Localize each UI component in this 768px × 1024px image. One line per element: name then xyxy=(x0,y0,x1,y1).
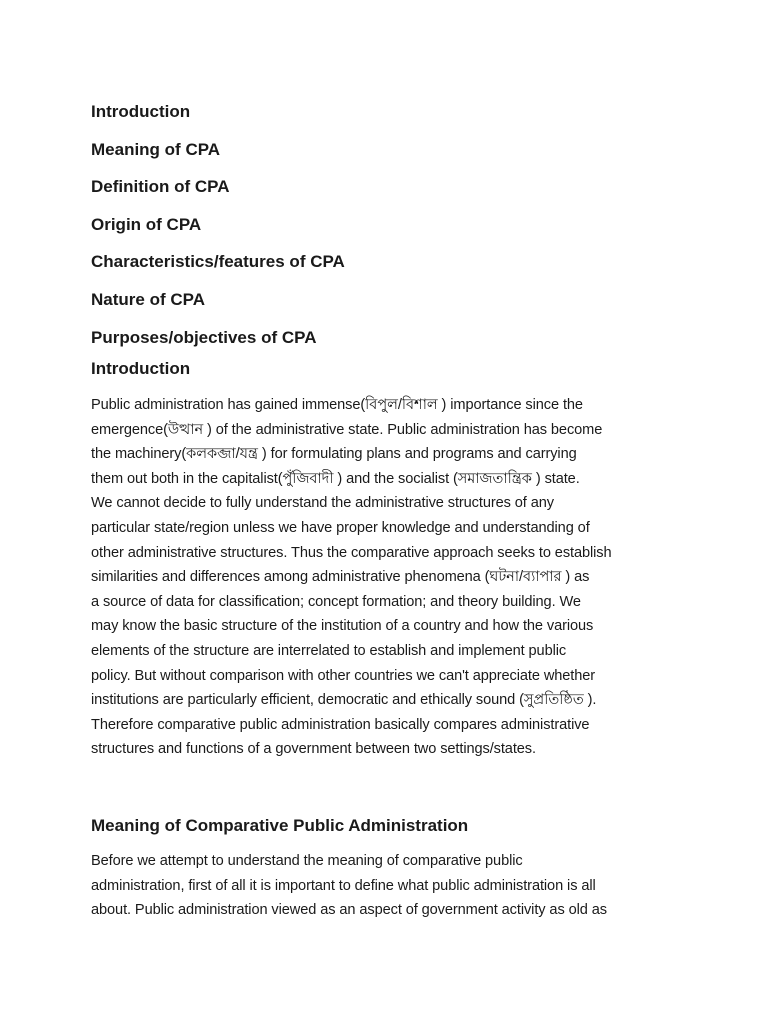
topic-item: Nature of CPA xyxy=(91,289,205,309)
text-line: them out both in the capitalist(পুঁজিবাদী ) and the socialist (সমাজতান্ত্রিক ) state. xyxy=(91,470,580,487)
introduction-paragraph xyxy=(91,393,691,762)
meaning-section-heading: Meaning of Comparative Public Administration xyxy=(91,816,469,835)
text-line: Therefore comparative public administration basically compares administrative xyxy=(91,716,590,733)
text-line: policy. But without comparison with other countries we can't appreciate whether xyxy=(91,667,596,684)
text-line: structures and functions of a government between two settings/states. xyxy=(91,741,536,758)
text-line: emergence(উত্থান ) of the administrative state. Public administration has become xyxy=(91,421,603,438)
text-line: a source of data for classification; concept formation; and theory building. We xyxy=(91,593,581,610)
text-line: about. Public administration viewed as an aspect of government activity as old as xyxy=(91,902,607,919)
topic-list xyxy=(91,93,345,356)
text-line: We cannot decide to fully understand the administrative structures of any xyxy=(91,495,554,512)
topic-item: Definition of CPA xyxy=(91,177,230,197)
topic-item: Introduction xyxy=(91,102,191,121)
text-line: similarities and differences among administrative phenomena (ঘটনা/ব্যাপার ) as xyxy=(91,569,590,586)
text-line: other administrative structures. Thus the comparative approach seeks to establish xyxy=(91,544,612,561)
text-line: Public administration has gained immense(বিপুল/বিশাল ) importance since the xyxy=(91,397,583,413)
text-line: institutions are particularly efficient, democratic and ethically sound (সুপ্রতিষ্ঠিত ). xyxy=(91,692,597,709)
text-line: elements of the structure are interrelated to establish and implement public xyxy=(91,642,567,659)
text-line: may know the basic structure of the institution of a country and how the various xyxy=(91,618,594,635)
text-line: particular state/region unless we have proper knowledge and understanding of xyxy=(91,519,590,536)
text-line: administration, first of all it is important to define what public administration is all xyxy=(91,877,596,894)
introduction-heading: Introduction xyxy=(91,359,191,378)
topic-item: Meaning of CPA xyxy=(91,139,221,159)
topic-item: Purposes/objectives of CPA xyxy=(91,327,317,347)
topic-item: Characteristics/features of CPA xyxy=(91,252,345,272)
topic-item: Origin of CPA xyxy=(91,214,202,234)
text-line: Before we attempt to understand the meaning of comparative public xyxy=(91,853,523,869)
meaning-paragraph xyxy=(91,849,691,923)
text-line: the machinery(কলকব্জা/যন্ত্র ) for formulating plans and programs and carrying xyxy=(91,446,577,463)
